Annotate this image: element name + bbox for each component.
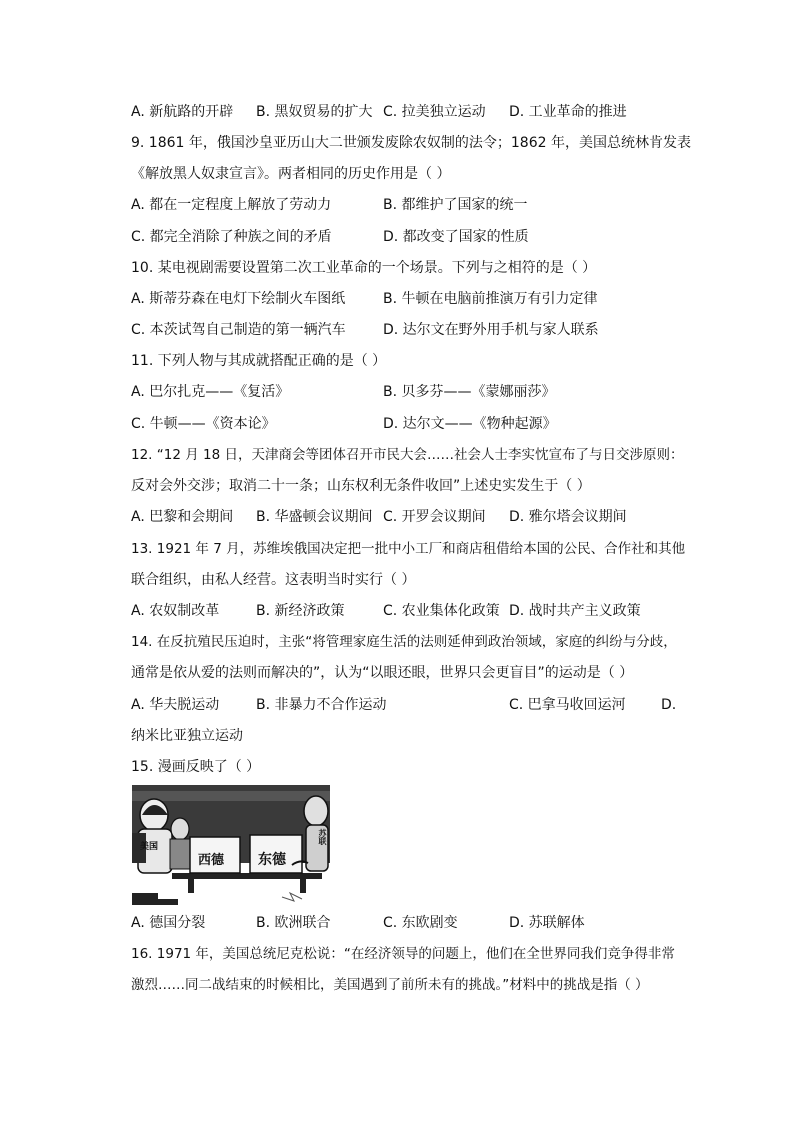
q9-option-a: A. 都在一定程度上解放了劳动力 <box>131 197 332 213</box>
q10-stem: 10. 某电视剧需要设置第二次工业革命的一个场景。下列与之相符的是（ ） <box>131 260 597 276</box>
q13-option-a: A. 农奴制改革 <box>131 603 220 619</box>
soviet-figure-head <box>304 796 328 826</box>
label-ussr: 苏联 <box>318 829 328 845</box>
q11-option-b: B. 贝多芬——《蒙娜丽莎》 <box>383 384 556 400</box>
q8-option-a: A. 新航路的开辟 <box>131 104 234 120</box>
q12-stem-line-2: 反对会外交涉；取消二十一条；山东权利无条件收回”上述史实发生于（ ） <box>131 478 591 494</box>
cartoon-drawing <box>132 785 330 905</box>
q14-option-b: B. 非暴力不合作运动 <box>256 697 387 713</box>
q12-option-c: C. 开罗会议期间 <box>383 509 486 525</box>
label-usa: 美国 <box>140 842 159 852</box>
q8-option-b: B. 黑奴贸易的扩大 <box>256 104 373 120</box>
q9-option-b: B. 都维护了国家的统一 <box>383 197 528 213</box>
q10-option-d: D. 达尔文在野外用手机与家人联系 <box>383 322 599 338</box>
label-west-germany: 西德 <box>198 853 225 868</box>
q15-stem: 15. 漫画反映了（ ） <box>131 759 261 775</box>
q10-option-a: A. 斯蒂芬森在电灯下绘制火车图纸 <box>131 291 346 307</box>
label-east-germany: 东德 <box>258 852 286 868</box>
q14-option-c: C. 巴拿马收回运河 <box>509 697 626 713</box>
q11-option-c: C. 牛顿——《资本论》 <box>131 416 276 432</box>
q12-option-d: D. 雅尔塔会议期间 <box>509 509 627 525</box>
q9-stem-line-1: 9. 1861 年，俄国沙皇亚历山大二世颁发废除农奴制的法令；1862 年，美国总统林肯发表 <box>131 135 691 151</box>
q11-option-d: D. 达尔文——《物种起源》 <box>383 416 557 432</box>
q13-stem-line-1: 13. 1921 年 7 月，苏维埃俄国决定把一批中小工厂和商店租借给本国的公民、合作社和其他 <box>131 541 686 557</box>
q13-option-c: C. 农业集体化政策 <box>383 603 500 619</box>
q9-option-d: D. 都改变了国家的性质 <box>383 229 529 245</box>
q10-option-b: B. 牛顿在电脑前推演万有引力定律 <box>383 291 598 307</box>
q12-stem-line-1: 12. “12 月 18 日，天津商会等团体召开市民大会……社会人士李实忱宣布了与日交涉原则： <box>131 447 684 463</box>
q9-stem-line-2: 《解放黑人奴隶宣言》。两者相同的历史作用是（ ） <box>131 166 451 182</box>
q12-option-b: B. 华盛顿会议期间 <box>256 509 373 525</box>
q8-option-d: D. 工业革命的推进 <box>509 104 627 120</box>
q10-option-c: C. 本茨试驾自己制造的第一辆汽车 <box>131 322 346 338</box>
q15-option-c: C. 东欧剧变 <box>383 915 458 931</box>
q14-option-d-wrap: 纳米比亚独立运动 <box>131 728 243 744</box>
q15-option-a: A. 德国分裂 <box>131 915 206 931</box>
q12-option-a: A. 巴黎和会期间 <box>131 509 234 525</box>
q14-option-a: A. 华夫脱运动 <box>131 697 220 713</box>
q8-option-c: C. 拉美独立运动 <box>383 104 486 120</box>
q11-option-a: A. 巴尔扎克——《复活》 <box>131 384 290 400</box>
q15-option-b: B. 欧洲联合 <box>256 915 331 931</box>
q11-stem: 11. 下列人物与其成就搭配正确的是（ ） <box>131 353 387 369</box>
seesaw-plank <box>172 873 322 879</box>
q14-stem-line-2: 通常是依从爱的法则而解决的”，认为“以眼还眼，世界只会更盲目”的运动是（ ） <box>131 665 634 681</box>
q13-stem-line-2: 联合组织，由私人经营。这表明当时实行（ ） <box>131 572 416 588</box>
q15-option-d: D. 苏联解体 <box>509 915 585 931</box>
q14-option-d: D. <box>661 697 677 713</box>
q16-stem-line-1: 16. 1971 年，美国总统尼克松说：“在经济领导的问题上，他们在全世界同我们竞争得非常 <box>131 946 675 962</box>
q14-stem-line-1: 14. 在反抗殖民压迫时，主张“将管理家庭生活的法则延伸到政治领域，家庭的纠纷与分歧， <box>131 634 677 650</box>
q13-option-b: B. 新经济政策 <box>256 603 345 619</box>
cold-war-cartoon <box>132 785 330 905</box>
q16-stem-line-2: 激烈……同二战结束的时候相比，美国遇到了前所未有的挑战。”材料中的挑战是指（ ） <box>131 977 649 993</box>
q13-option-d: D. 战时共产主义政策 <box>509 603 641 619</box>
q9-option-c: C. 都完全消除了种族之间的矛盾 <box>131 229 332 245</box>
